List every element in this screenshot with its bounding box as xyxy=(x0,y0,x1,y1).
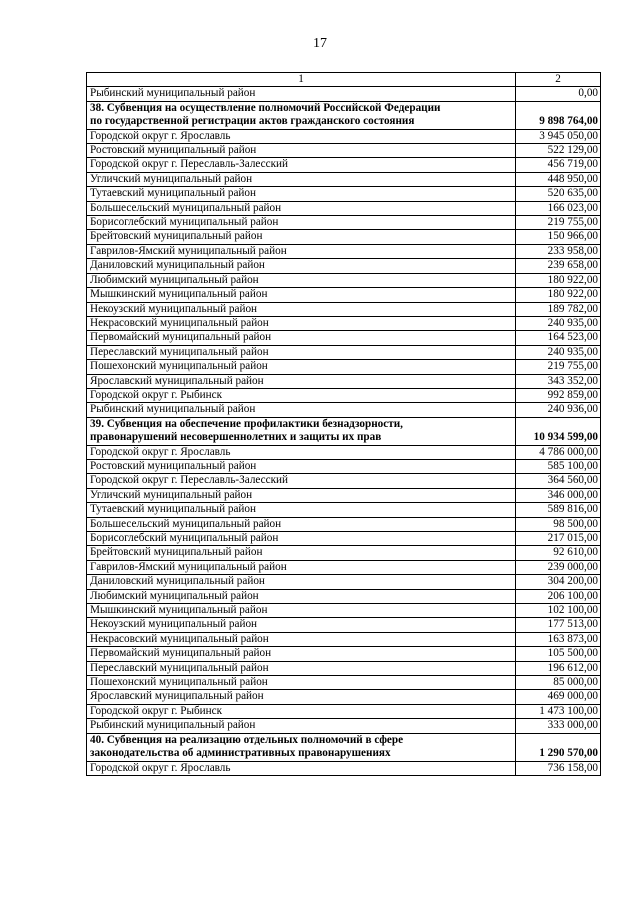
amount-value: 0,00 xyxy=(516,87,601,101)
table-row xyxy=(87,575,601,589)
table-row xyxy=(87,474,601,488)
municipality-name: Некрасовский муниципальный район xyxy=(87,316,516,330)
table-row xyxy=(87,517,601,531)
page-number: 17 xyxy=(313,36,327,51)
table-row xyxy=(87,690,601,704)
table-row xyxy=(87,403,601,417)
table-row xyxy=(87,388,601,402)
municipality-name: Городской округ г. Ярославль xyxy=(87,445,516,459)
table-row xyxy=(87,244,601,258)
municipality-name: Пошехонский муниципальный район xyxy=(87,676,516,690)
section-title: 40. Субвенция на реализацию отдельных полномочий в сфере законодательства об административных правонарушениях xyxy=(87,733,516,761)
amount-value: 240 936,00 xyxy=(516,403,601,417)
municipality-name: Тутаевский муниципальный район xyxy=(87,503,516,517)
table-row xyxy=(87,704,601,718)
amount-value: 85 000,00 xyxy=(516,676,601,690)
municipality-name: Первомайский муниципальный район xyxy=(87,331,516,345)
municipality-name: Любимский муниципальный район xyxy=(87,589,516,603)
amount-value: 469 000,00 xyxy=(516,690,601,704)
amount-value: 456 719,00 xyxy=(516,158,601,172)
table-row xyxy=(87,302,601,316)
amount-value: 180 922,00 xyxy=(516,288,601,302)
table-row xyxy=(87,589,601,603)
column-header-1: 1 xyxy=(87,73,516,87)
section-total: 9 898 764,00 xyxy=(516,101,601,129)
municipality-name: Брейтовский муниципальный район xyxy=(87,230,516,244)
table-row xyxy=(87,187,601,201)
table-row xyxy=(87,201,601,215)
table-row xyxy=(87,158,601,172)
municipality-name: Угличский муниципальный район xyxy=(87,172,516,186)
amount-value: 240 935,00 xyxy=(516,345,601,359)
section-header-row xyxy=(87,101,601,129)
municipality-name: Мышкинский муниципальный район xyxy=(87,288,516,302)
amount-value: 343 352,00 xyxy=(516,374,601,388)
section-total: 10 934 599,00 xyxy=(516,417,601,445)
amount-value: 585 100,00 xyxy=(516,459,601,473)
table-row xyxy=(87,676,601,690)
amount-value: 105 500,00 xyxy=(516,647,601,661)
table-row xyxy=(87,560,601,574)
amount-value: 520 635,00 xyxy=(516,187,601,201)
amount-value: 98 500,00 xyxy=(516,517,601,531)
table-row xyxy=(87,129,601,143)
amount-value: 240 935,00 xyxy=(516,316,601,330)
amount-value: 4 786 000,00 xyxy=(516,445,601,459)
table-row xyxy=(87,503,601,517)
municipality-name: Некоузский муниципальный район xyxy=(87,618,516,632)
amount-value: 217 015,00 xyxy=(516,532,601,546)
amount-value: 166 023,00 xyxy=(516,201,601,215)
amount-value: 589 816,00 xyxy=(516,503,601,517)
municipality-name: Гаврилов-Ямский муниципальный район xyxy=(87,560,516,574)
municipality-name: Угличский муниципальный район xyxy=(87,488,516,502)
municipality-name: Рыбинский муниципальный район xyxy=(87,719,516,733)
section-header-row xyxy=(87,417,601,445)
municipality-name: Любимский муниципальный район xyxy=(87,273,516,287)
municipality-name: Большесельский муниципальный район xyxy=(87,201,516,215)
municipality-name: Пошехонский муниципальный район xyxy=(87,360,516,374)
table-row xyxy=(87,331,601,345)
table-row xyxy=(87,761,601,775)
municipality-name: Рыбинский муниципальный район xyxy=(87,403,516,417)
amount-value: 219 755,00 xyxy=(516,216,601,230)
amount-value: 189 782,00 xyxy=(516,302,601,316)
table-row xyxy=(87,445,601,459)
table-row xyxy=(87,288,601,302)
section-title: 39. Субвенция на обеспечение профилактики безнадзорности, правонарушений несовершеннолетних и защиты их прав xyxy=(87,417,516,445)
municipality-name: Брейтовский муниципальный район xyxy=(87,546,516,560)
municipality-name: Городской округ г. Ярославль xyxy=(87,761,516,775)
amount-value: 346 000,00 xyxy=(516,488,601,502)
table-row xyxy=(87,604,601,618)
municipality-name: Борисоглебский муниципальный район xyxy=(87,532,516,546)
municipality-name: Переславский муниципальный район xyxy=(87,345,516,359)
table-row xyxy=(87,172,601,186)
amount-value: 992 859,00 xyxy=(516,388,601,402)
municipality-name: Ярославский муниципальный район xyxy=(87,690,516,704)
amount-value: 736 158,00 xyxy=(516,761,601,775)
column-header-2: 2 xyxy=(516,73,601,87)
table-row xyxy=(87,532,601,546)
municipality-name: Ростовский муниципальный район xyxy=(87,144,516,158)
amount-value: 163 873,00 xyxy=(516,632,601,646)
amount-value: 206 100,00 xyxy=(516,589,601,603)
table-row xyxy=(87,618,601,632)
section-header-row xyxy=(87,733,601,761)
table-header-row xyxy=(87,73,601,87)
table-row xyxy=(87,230,601,244)
municipality-name: Некоузский муниципальный район xyxy=(87,302,516,316)
table-row xyxy=(87,216,601,230)
table-row xyxy=(87,632,601,646)
amount-value: 150 966,00 xyxy=(516,230,601,244)
section-title: 38. Субвенция на осуществление полномочий Российской Федерации по государственной регистрации актов гражданского состояния xyxy=(87,101,516,129)
amount-value: 448 950,00 xyxy=(516,172,601,186)
amount-value: 3 945 050,00 xyxy=(516,129,601,143)
municipality-name: Городской округ г. Переславль-Залесский xyxy=(87,158,516,172)
municipality-name: Первомайский муниципальный район xyxy=(87,647,516,661)
table-row xyxy=(87,273,601,287)
amount-value: 239 658,00 xyxy=(516,259,601,273)
table-row xyxy=(87,661,601,675)
table-row xyxy=(87,87,601,101)
amount-value: 180 922,00 xyxy=(516,273,601,287)
municipality-name: Большесельский муниципальный район xyxy=(87,517,516,531)
amount-value: 102 100,00 xyxy=(516,604,601,618)
section-total: 1 290 570,00 xyxy=(516,733,601,761)
table-row xyxy=(87,459,601,473)
amount-value: 164 523,00 xyxy=(516,331,601,345)
amount-value: 196 612,00 xyxy=(516,661,601,675)
municipality-name: Городской округ г. Рыбинск xyxy=(87,704,516,718)
amount-value: 364 560,00 xyxy=(516,474,601,488)
table-row xyxy=(87,546,601,560)
municipality-name: Ростовский муниципальный район xyxy=(87,459,516,473)
municipality-name: Даниловский муниципальный район xyxy=(87,259,516,273)
municipality-name: Переславский муниципальный район xyxy=(87,661,516,675)
table-row xyxy=(87,144,601,158)
table-row xyxy=(87,374,601,388)
table-row xyxy=(87,647,601,661)
amount-value: 304 200,00 xyxy=(516,575,601,589)
municipality-name: Гаврилов-Ямский муниципальный район xyxy=(87,244,516,258)
municipality-name: Тутаевский муниципальный район xyxy=(87,187,516,201)
table-row xyxy=(87,259,601,273)
subvention-table xyxy=(86,72,601,776)
table-row xyxy=(87,316,601,330)
table-row xyxy=(87,488,601,502)
amount-value: 92 610,00 xyxy=(516,546,601,560)
table-row xyxy=(87,719,601,733)
municipality-name: Рыбинский муниципальный район xyxy=(87,87,516,101)
amount-value: 1 473 100,00 xyxy=(516,704,601,718)
amount-value: 333 000,00 xyxy=(516,719,601,733)
municipality-name: Городской округ г. Рыбинск xyxy=(87,388,516,402)
table-row xyxy=(87,345,601,359)
table-row xyxy=(87,360,601,374)
municipality-name: Городской округ г. Ярославль xyxy=(87,129,516,143)
amount-value: 177 513,00 xyxy=(516,618,601,632)
municipality-name: Городской округ г. Переславль-Залесский xyxy=(87,474,516,488)
municipality-name: Некрасовский муниципальный район xyxy=(87,632,516,646)
municipality-name: Борисоглебский муниципальный район xyxy=(87,216,516,230)
amount-value: 239 000,00 xyxy=(516,560,601,574)
amount-value: 233 958,00 xyxy=(516,244,601,258)
amount-value: 522 129,00 xyxy=(516,144,601,158)
municipality-name: Мышкинский муниципальный район xyxy=(87,604,516,618)
municipality-name: Ярославский муниципальный район xyxy=(87,374,516,388)
municipality-name: Даниловский муниципальный район xyxy=(87,575,516,589)
amount-value: 219 755,00 xyxy=(516,360,601,374)
